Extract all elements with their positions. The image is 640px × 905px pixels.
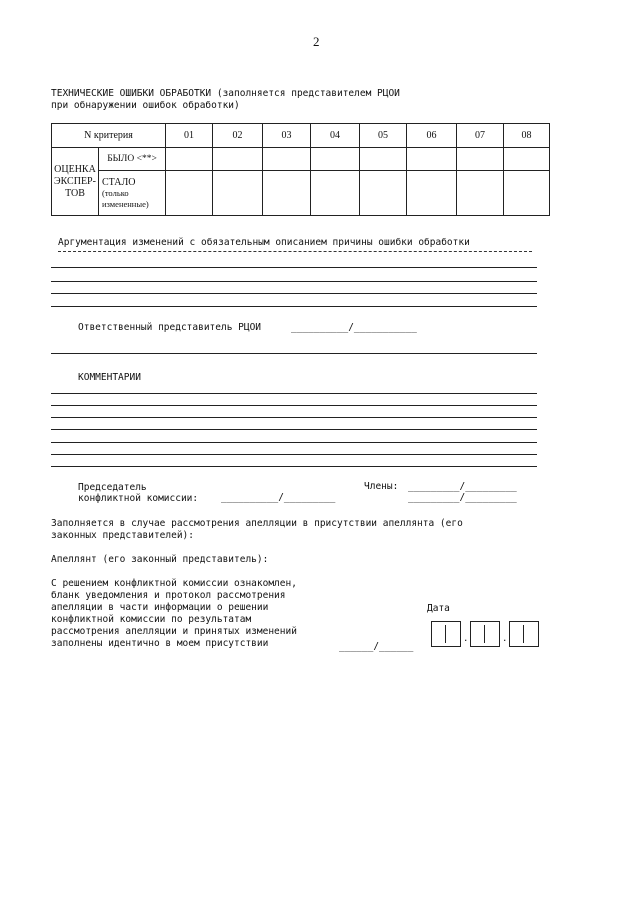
appeal-note-line-2: законных представителей): [51,530,194,541]
comments-label: КОММЕНТАРИИ [78,372,141,383]
decision-text-line: рассмотрения апелляции и принятых изменений [51,626,297,637]
date-separator: . [502,634,508,644]
date-month-box[interactable] [470,621,500,647]
criteria-label: N критерия [52,124,166,148]
after-cell[interactable] [263,171,311,216]
before-cell[interactable] [166,148,213,171]
chair-label-line-1: Председатель [78,482,147,493]
comment-line[interactable] [51,405,537,406]
criteria-number: 08 [504,124,550,148]
after-cell[interactable] [311,171,360,216]
comment-line[interactable] [51,429,537,430]
criteria-header-row [52,124,550,148]
criteria-number: 07 [457,124,504,148]
after-label: СТАЛО (только измененные) [99,171,166,216]
member-signature-blank[interactable]: _________/_________ [408,481,517,492]
section-title-line-2: при обнаружении ошибок обработки) [51,100,240,111]
decision-text-line: С решением конфликтной комиссии ознакомлен, [51,578,297,589]
criteria-table [51,123,550,216]
before-cell[interactable] [213,148,263,171]
comment-line[interactable] [51,393,537,394]
date-separator: . [463,634,469,644]
before-cell[interactable] [457,148,504,171]
appeal-note-line-1: Заполняется в случае рассмотрения апелляции в присутствии апеллянта (его [51,518,463,529]
argumentation-label: Аргументация изменений с обязательным описанием причины ошибки обработки [58,237,470,248]
argumentation-line[interactable] [51,293,537,294]
comment-line[interactable] [51,454,537,455]
after-cell[interactable] [407,171,457,216]
after-cell[interactable] [457,171,504,216]
page-number: 2 [313,34,320,49]
comment-line[interactable] [51,442,537,443]
before-cell[interactable] [311,148,360,171]
argumentation-line[interactable] [51,306,537,307]
decision-text-line: заполнены идентично в моем присутствии [51,638,269,649]
criteria-number: 06 [407,124,457,148]
responsible-line[interactable] [51,353,537,354]
argumentation-underline [58,251,532,252]
experts-score-label: ОЦЕНКА ЭКСПЕР- ТОВ [52,148,99,216]
before-cell[interactable] [407,148,457,171]
before-cell[interactable] [360,148,407,171]
criteria-number: 05 [360,124,407,148]
appellant-label: Апеллянт (его законный представитель): [51,554,269,565]
member-signature-blank[interactable]: _________/_________ [408,492,517,503]
comment-line[interactable] [51,466,537,467]
criteria-number: 02 [213,124,263,148]
decision-text-line: конфликтной комиссии по результатам [51,614,252,625]
decision-text-line: бланк уведомления и протокол рассмотрения [51,590,286,601]
responsible-signature-blank[interactable]: __________/___________ [291,322,417,333]
row-before [52,148,550,171]
before-cell[interactable] [263,148,311,171]
after-cell[interactable] [360,171,407,216]
chair-label-line-2: конфликтной комиссии: [78,493,199,504]
argumentation-line[interactable] [51,267,537,268]
after-cell[interactable] [504,171,550,216]
chair-signature-blank[interactable]: __________/_________ [221,492,336,503]
members-label: Члены: [364,481,399,492]
criteria-number: 03 [263,124,311,148]
after-cell[interactable] [166,171,213,216]
appellant-signature-blank[interactable]: ______/______ [339,641,414,652]
after-cell[interactable] [213,171,263,216]
before-cell[interactable] [504,148,550,171]
before-label: БЫЛО <**> [99,148,166,171]
section-title-line-1: ТЕХНИЧЕСКИЕ ОШИБКИ ОБРАБОТКИ (заполняется представителем РЦОИ [51,88,400,99]
date-label: Дата [427,603,450,614]
row-after [52,171,550,216]
comment-line[interactable] [51,417,537,418]
argumentation-line[interactable] [51,281,537,282]
date-year-box[interactable] [509,621,539,647]
criteria-number: 04 [311,124,360,148]
responsible-label: Ответственный представитель РЦОИ [78,322,262,333]
decision-text-line: апелляции в части информации о решении [51,602,269,613]
date-day-box[interactable] [431,621,461,647]
criteria-number: 01 [166,124,213,148]
